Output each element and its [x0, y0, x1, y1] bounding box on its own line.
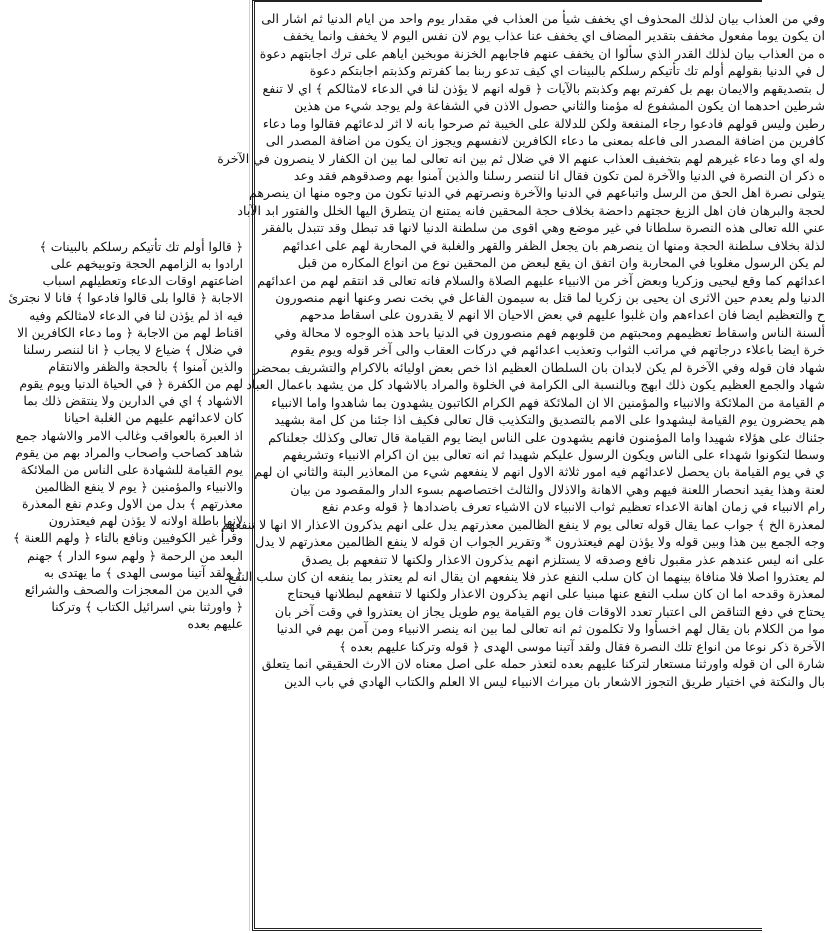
margin-line: معذرتهم ﴾ بدل من الاول وعدم نفع المعذرة — [21, 496, 243, 512]
margin-line: والذين آمنوا ﴾ بالحجة والظفر والانتقام — [48, 358, 243, 374]
text-line: يتولى نصرة اهل الحق من الرسل واتباعهم في الدنيا والآخرة ونصرتهم في الدنيا تكون من وجوه منها ان ينصرهم — [248, 185, 825, 201]
margin-line: الاجابة ﴿ قالوا بلى قالوا فادعوا ﴾ فانا لا نجترئ — [8, 290, 243, 306]
margin-line: اقناط لهم من الاجابة ﴿ وما دعاء الكافرين الا — [17, 324, 243, 340]
margin-line: ﴿ ولقد آتينا موسى الهدى ﴾ ما يهتدى به — [43, 564, 243, 580]
text-line: عني الله تعالى هذه النصرة سلطانا في غير موضع وهي اقوى من سلطنة الدنيا لانها قد تبطل وقد تتبدل بالفقر — [262, 220, 825, 236]
margin-line: كان لاعدائهم عليهم من الغلبة احيانا — [63, 410, 243, 426]
margin-line: في ضلال ﴾ ضياع لا يجاب ﴿ انا لننصر رسلنا — [22, 341, 243, 357]
margin-line: اضاعتهم اوقات الدعاء وتعطيلهم اسباب — [42, 273, 243, 289]
text-line: يحتاج في دفع التناقض الى اعتبار تعدد الاوقات فان يوم القيامة يوم طويل يجاز ان يعتذروا في وقت آخر بان — [274, 603, 825, 619]
text-line: ل في الدنيا بقولهم أولم تك تأتيكم رسلكم بالبينات اي كيف تدعو ربنا بما كفرتم وكذبتم اجابتكم دعوة — [309, 63, 825, 79]
text-line: لم يكن الرسول مغلوبا في المحاربة وان اتفق ان يقع لبعض من المحقين نوع من انواع المكاره من قبل — [297, 255, 825, 271]
text-line: ه من العذاب بيان لذلك القدر الذي سألوا ان يخفف عنهم فاجابهم الخزنة موبخين اياهم على ترك اجابتهم دعوة — [259, 45, 825, 61]
margin-line: عليهم بعده — [187, 616, 243, 632]
text-line: وله اي وما دعاء غيرهم لهم بتخفيف العذاب عنهم الا في ضلال ثم بين انه تعالى لما بين ان الكفار لا ينصرون في الآخرة — [217, 150, 825, 166]
margin-line: ﴿ واورثنا بني اسرائيل الكتاب ﴾ وتركنا — [51, 598, 243, 614]
text-line: ل بتصديقهم والايمان بهم بل كفرتم بهم وكذبتم بالآيات ﴿ قوله انهم لا يؤذن لنا في الدعاء لامثالكم ﴾ اي لا تنفع — [262, 80, 825, 96]
text-line: الآخرة ذكر نوعا من انواع تلك النصرة فقال ولقد آتينا موسى الهدى ﴿ قوله وتركنا عليهم بعده ﴾ — [339, 638, 825, 654]
text-line: كافرين من اضافة المصدر الى فاعله بمعنى ما دعاء الكافرين لانفسهم ويجوز ان يكون من اضافة المصدر الى — [265, 133, 825, 149]
text-line: ي في يوم القيامة بان يحصل لاعدائهم فيه امور ثلاثة الاول انهم لا ينفعهم شيء من المعاذير البتة والثاني ان لهم — [254, 464, 825, 480]
margin-line: البعد من الرحمة ﴿ ولهم سوء الدار ﴾ جهنم — [27, 547, 243, 563]
text-line: شرطين احدهما ان يكون المشفوع له مؤمنا والثاني حصول الاذن في الشفاعة ولم يوجد شيء من هذين — [294, 98, 825, 114]
text-line: م القيامة من الملائكة والانبياء والمؤمنين الا ان الملائكة فهم الكرام الكاتبون يشهدون بما شاهدوا واما الانبياء — [271, 394, 825, 410]
text-line: رام الانبياء في زمان اهانة الاعداء تعظيم ثواب الانبياء لان الاشياء تعرف باضدادها ﴿ قوله وعدم نفع — [322, 499, 825, 515]
text-line: جئناك على هؤلاء شهيدا واما المؤمنون فانهم يشهدون على الناس ايضا يوم القيامة قال تعالى وكذلك جعلناكم — [268, 429, 825, 445]
text-line: ألسنة الناس واسقاط تعظيمهم ومحبتهم من قلوبهم فهم منصورون في الدنيا باحد هذه الوجوه لا محالة وفي — [274, 324, 825, 340]
margin-line: الاشهاد ﴾ اي في الدارين ولا ينتقض ذلك بما — [23, 393, 243, 409]
text-line: وسطا لتكونوا شهداء على الناس ويكون الرسول عليكم شهيدا ثم انه تعالى بين ان اكرام الانبياء وتشريفهم — [282, 446, 825, 462]
margin-line: في الدين من المعجزات والصحف والشرائع — [24, 581, 243, 597]
text-line: لمعذرة الخ ﴾ جواب عما يقال قوله تعالى يوم لا ينفع الظالمين معذرتهم يدل على انهم يذكرون الاعذار الا انها لا تنفعهم — [221, 516, 825, 532]
text-line: ح والتعظيم ايضا فان اعداءهم وان غلبوا عليهم في بعض الاحيان الا انهم لا يقدرون على اسقاط مدحهم — [299, 307, 825, 323]
text-line: على انه ليس عندهم عذر مقبول نافع وصدقه لا يستلزم انهم يذكرون الاعذار ولكنها لا تنفعهم بل يصدق — [301, 551, 825, 567]
gutter-rule — [249, 0, 250, 931]
text-line: لمعذرة وقدحه اما ان كان سلب النفع عنها مبنيا على انهم يذكرون الاعذار ولكنها لا تنفعهم لبطلانها فيحتاج — [287, 586, 825, 602]
margin-line: ارادوا به الزامهم الحجة وتوبيخهم على — [50, 256, 243, 272]
text-line: شهاد فان قوله وفي الآخرة لم يكن لابدان بان السلطان العظيم اذا خص بعض اوليائه بالاكرام والتشريف بمحضر — [253, 359, 825, 375]
marginal-commentary — [3, 238, 243, 632]
margin-line: يوم القيامة للشهادة على الناس من الملائكة — [20, 461, 243, 477]
text-line: وجه الجمع بين هذا وبين قوله ولا يؤذن لهم فيعتذرون * وتقرير الجواب ان قوله لا ينفع الظالمين معذرتهم لا يدل — [255, 534, 825, 550]
text-line: وفي من العذاب بيان لذلك المحذوف اي يخفف شيأ من العذاب في مقدار يوم واحد من ايام الدنيا ثم اشار الى — [261, 11, 825, 26]
margin-line: لانها باطلة اولانه لا يؤذن لهم فيعتذرون — [48, 513, 243, 529]
margin-line: ﴿ قالوا أولم تك تأتيكم رسلكم بالبينات ﴾ — [39, 239, 243, 254]
text-line: ه ذكر ان النصرة في الدنيا والآخرة لمن تكون فقال انا لننصر رسلنا والذين آمنوا بهم وصدقوهم فقد وعد — [293, 167, 825, 183]
text-line: الدنيا ولم يعدم حين الاثرى ان يحيى بن زكريا لما قتل به سيمون الفاعل في بخت نصر وعنها انهم منصورون — [275, 290, 825, 305]
text-line: لذلة بخلاف سلطنة الحجة ومنها ان ينصرهم بان يجعل الظفر والقهر والغلبة في المحاربة لهم على اعدائهم — [282, 237, 825, 253]
margin-line: وقرأ غير الكوفيين ونافع بالتاء ﴿ ولهم اللعنة ﴾ — [12, 530, 243, 546]
margin-line: اذ العبرة بالعواقب وغالب الامر والاشهاد جمع — [15, 427, 243, 443]
text-line: لحجة والبرهان فان اهل الزيغ حجتهم داحضة بخلاف حجة المحقين فانه يمتنع ان يتطرق اليها الخلل والفتور ابد الآباد — [237, 202, 825, 218]
text-line: موا من الكلام بان يقال لهم اخسأوا ولا تكلمون ثم انه تعالى لما بين انه ينصر الانبياء ومن آمن بهم في الدنيا — [276, 621, 825, 637]
text-line: ان يكون يوما مفعول مخفف بتقدير المضاف اي يخفف عنا عذاب يوم لان نفس اليوم لا يخفف وانما يخفف — [282, 28, 825, 44]
text-line: شهاد والجمع العظيم يكون ذلك ابهج وبالنسبة الى الكرامة في الخلوة والمراد بالاشهاد كل من يشهد باعمال العباد — [246, 377, 825, 393]
main-text-frame — [217, 0, 825, 931]
margin-line: والانبياء والمؤمنين ﴿ يوم لا ينفع الظالمين — [34, 478, 243, 494]
text-line: بال والنكتة في اختيار طريق التجوز الاشعار بان ميراث الانبياء ليس الا العلم والكتاب الهادي في باب الدين — [283, 673, 825, 689]
text-line: شارة الى ان قوله واورثنا مستعار لتركنا عليهم بعده لتعذر حمله على اصل معناه لان الارث الحقيقي انما يتعلق — [261, 656, 825, 672]
text-line: لم يعتذروا اصلا فلا منافاة بينهما ان كان سلب النفع عذر فلا ينفعهم ان يقال انه لم يعتذر بما ينفعه ان كان سلب النفع — [228, 569, 825, 584]
text-line: هم يحضرون يوم القيامة ليشهدوا على الامم بالتصديق والتكذيب قال تعالى فكيف اذا جئنا من كل امة بشهيد — [274, 412, 825, 428]
main-commentary — [217, 10, 825, 690]
text-line: خرة ايضا باعلاء درجاتهم في مراتب الثواب وتعذيب اعدائهم في دركات العقاب والى آخر قوله ويوم يقوم — [290, 342, 825, 358]
margin-line: فيه اذ لم يؤذن لنا في الدعاء لامثالكم وفيه — [29, 307, 243, 323]
margin-line: شاهد كصاحب واصحاب والمراد بهم من يقوم — [15, 444, 243, 460]
text-line: اعدائهم كما وقع ليحيى وزكريا وبعض آخر من الانبياء عليهم الصلاة والسلام فانه تعالى قد انتقم لهم من اعدائهم — [257, 272, 825, 288]
margin-line: لهم من الكفرة ﴿ في الحياة الدنيا ويوم يقوم — [19, 376, 243, 392]
text-line: رطين وليس قولهم فادعوا رجاء المنفعة ولكن للدلالة على الخيبة ثم صرحوا بانه لا اثر لدعائهم فقالوا وما دعاء — [262, 115, 825, 131]
text-line: لعنة وهذا يفيد انحصار اللعنة فيهم وهي الاهانة والاذلال والثالث اختصاصهم بسوء الدار والمقصود من بيان — [290, 481, 825, 497]
